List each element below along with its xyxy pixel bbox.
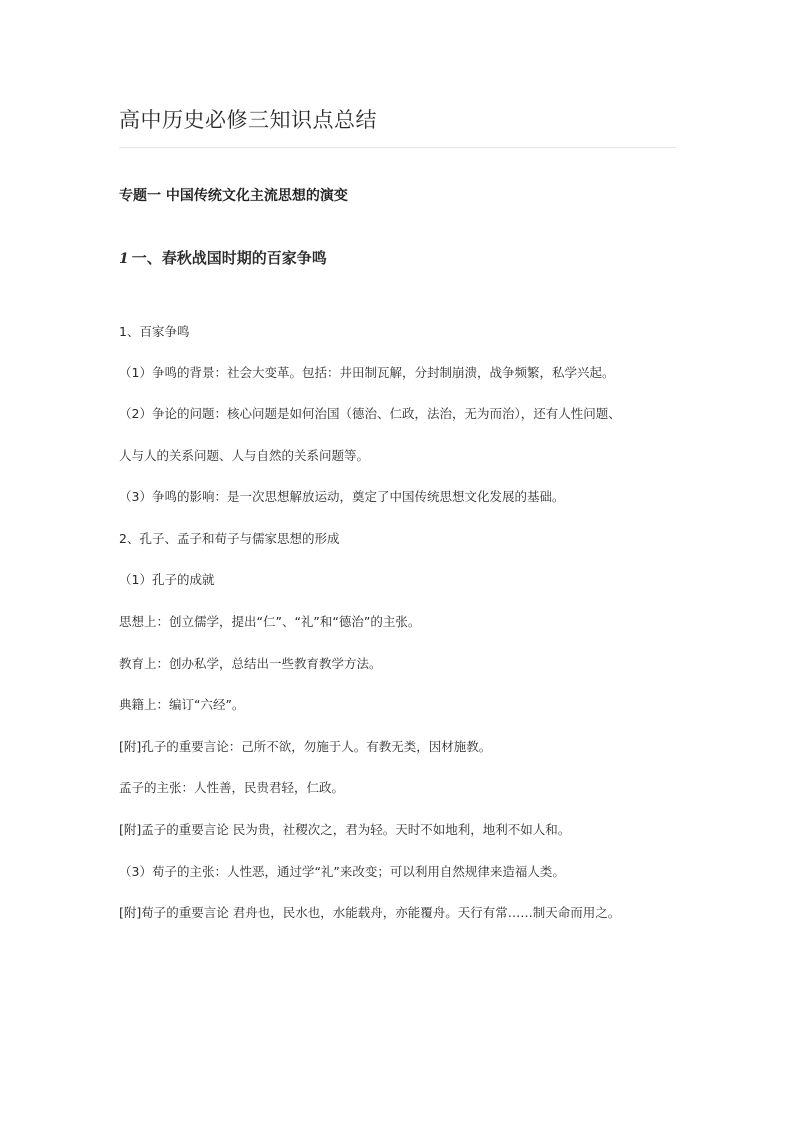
paragraph-thought: 思想上：创立儒学，提出“仁”、“礼”和“德治”的主张。 xyxy=(119,614,421,629)
paragraph-issues: （2）争论的问题：核心问题是如何治国（德治、仁政，法治，无为而治），还有人性问题、 xyxy=(119,406,621,421)
paragraph-xunzi-quotes: [附]荀子的重要言论 君舟也，民水也，水能载舟，亦能覆舟。天行有常……制天命而用之。 xyxy=(119,905,621,920)
topic-heading: 专题一 中国传统文化主流思想的演变 xyxy=(119,188,348,204)
paragraph-issues-continued: 人与人的关系问题、人与自然的关系问题等。 xyxy=(119,448,370,463)
paragraph-xunzi-views: （3）荀子的主张：人性恶，通过学“礼”来改变；可以利用自然规律来造福人类。 xyxy=(119,864,565,879)
section-number: 1 xyxy=(119,251,129,267)
paragraph-background: （1）争鸣的背景：社会大变革。包括：井田制瓦解，分封制崩溃，战争频繁，私学兴起。 xyxy=(119,365,615,380)
subheading-confucius-achievements: （1）孔子的成就 xyxy=(119,572,215,587)
subheading-confucian-formation: 2、孔子、孟子和荀子与儒家思想的形成 xyxy=(119,531,340,546)
paragraph-influence: （3）争鸣的影响：是一次思想解放运动，奠定了中国传统思想文化发展的基础。 xyxy=(119,489,565,504)
subheading-baijia-zhengming: 1、百家争鸣 xyxy=(119,324,190,339)
paragraph-classics: 典籍上：编订“六经”。 xyxy=(119,697,245,712)
paragraph-mencius-views: 孟子的主张：人性善，民贵君轻，仁政。 xyxy=(119,780,345,795)
section-heading xyxy=(119,247,327,268)
section-title: 一、春秋战国时期的百家争鸣 xyxy=(131,249,327,267)
paragraph-mencius-quotes: [附]孟子的重要言论 民为贵，社稷次之，君为轻。天时不如地利，地利不如人和。 xyxy=(119,822,571,837)
paragraph-confucius-quotes: [附]孔子的重要言论：己所不欲，勿施于人。有教无类，因材施教。 xyxy=(119,739,492,754)
paragraph-education: 教育上：创办私学，总结出一些教育教学方法。 xyxy=(119,656,382,671)
document-title: 高中历史必修三知识点总结 xyxy=(119,108,377,132)
title-divider xyxy=(119,147,676,148)
